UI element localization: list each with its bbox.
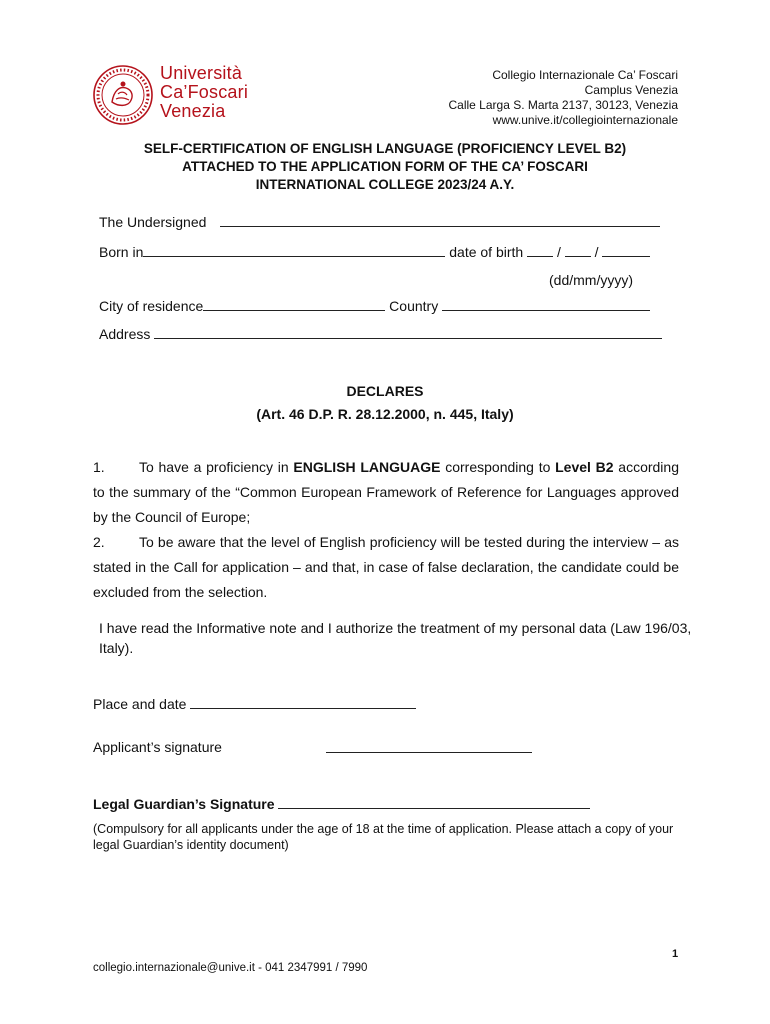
undersigned-input-line[interactable]	[220, 226, 660, 227]
undersigned-row	[99, 214, 660, 230]
guardian-signature-row	[93, 796, 590, 812]
title-line: INTERNATIONAL COLLEGE 2023/24 A.Y.	[255, 177, 515, 192]
law-reference: (Art. 46 D.P. R. 28.12.2000, n. 445, Italy)	[256, 406, 514, 422]
address-label: Address	[99, 326, 151, 342]
title-line: SELF-CERTIFICATION OF ENGLISH LANGUAGE (PROFICIENCY LEVEL B2)	[143, 141, 627, 156]
item-number: 1.	[93, 459, 105, 475]
birth-month-input-line[interactable]	[565, 256, 591, 257]
place-date-input-line[interactable]	[190, 708, 416, 709]
guardian-note: (Compulsory for all applicants under the age of 18 at the time of application. Please attach a copy of your legal Guardian’s identity document)	[93, 822, 674, 852]
city-label: City of residence	[99, 298, 204, 314]
college-address	[449, 68, 679, 128]
logo-line: Venezia	[160, 101, 226, 121]
city-input-line[interactable]	[203, 310, 385, 311]
university-seal-logo	[92, 64, 154, 126]
university-name	[160, 64, 248, 121]
date-separator: /	[594, 244, 599, 260]
guardian-signature-line[interactable]	[278, 808, 590, 809]
logo-line: Ca’Foscari	[160, 82, 249, 102]
applicant-signature-line[interactable]	[326, 752, 532, 753]
born-in-input-line[interactable]	[143, 256, 445, 257]
date-format-hint: (dd/mm/yyyy)	[549, 272, 633, 288]
birth-year-input-line[interactable]	[602, 256, 650, 257]
address-line: Collegio Internazionale Ca’ Foscari	[492, 68, 678, 82]
footer-contact: collegio.internazionale@unive.it - 041 2347991 / 7990	[93, 962, 368, 974]
guardian-signature-label: Legal Guardian’s Signature	[93, 796, 275, 812]
born-in-label: Born in	[99, 244, 144, 260]
address-line: Calle Larga S. Marta 2137, 30123, Venezia	[448, 98, 678, 112]
logo-line: Università	[160, 63, 243, 83]
address-input-line[interactable]	[154, 338, 662, 339]
address-row	[99, 326, 662, 342]
privacy-consent: I have read the Informative note and I authorize the treatment of my personal data (Law 196/03, Italy).	[99, 620, 692, 656]
undersigned-label: The Undersigned	[99, 214, 207, 230]
document-title	[60, 140, 710, 194]
residence-row	[99, 298, 650, 314]
declaration-item-2: 2. To be aware that the level of English proficiency will be tested during the interview – as stated in the Call for application – and that, in case of false declaration, the candidate could be excluded from the selection.	[93, 530, 679, 605]
item-number: 2.	[93, 534, 105, 550]
applicant-signature-label: Applicant’s signature	[93, 739, 222, 755]
address-line: Camplus Venezia	[584, 83, 678, 97]
address-line: www.unive.it/collegiointernazionale	[492, 113, 678, 127]
date-separator: /	[556, 244, 561, 260]
place-date-row	[93, 696, 416, 712]
country-label: Country	[389, 298, 439, 314]
declaration-item-1: 1. To have a proficiency in ENGLISH LANGUAGE corresponding to Level B2 according to the summary of the “Common European Framework of Reference for Languages approved by the Council of Europe;	[93, 455, 679, 530]
title-line: ATTACHED TO THE APPLICATION FORM OF THE CA’ FOSCARI	[182, 159, 588, 174]
country-input-line[interactable]	[442, 310, 650, 311]
birth-row	[99, 244, 650, 260]
page-number: 1	[672, 948, 679, 960]
place-date-label: Place and date	[93, 696, 187, 712]
declares-heading: DECLARES	[346, 383, 424, 399]
birth-day-input-line[interactable]	[527, 256, 553, 257]
declaration-items	[93, 455, 679, 605]
date-of-birth-label: date of birth	[449, 244, 524, 260]
